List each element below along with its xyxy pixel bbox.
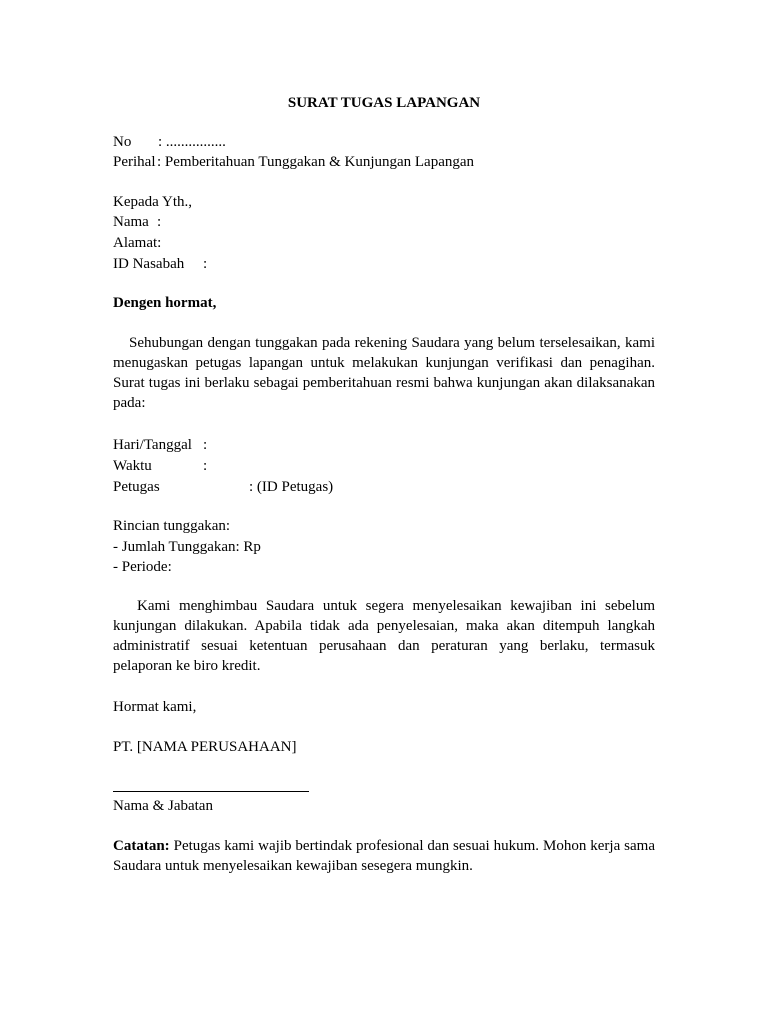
petugas-value: : (ID Petugas) [249, 479, 334, 495]
company-name: PT. [NAMA PERUSAHAAN] [113, 739, 297, 755]
arrears-period: - Periode: [113, 559, 172, 575]
hari-tanggal-colon: : [203, 437, 208, 453]
note-label: Catatan: [113, 838, 170, 854]
no-value: : ................ [158, 134, 226, 150]
waktu-label: Waktu [113, 458, 152, 474]
nama-colon: : [157, 214, 162, 230]
letter-title: SURAT TUGAS LAPANGAN [287, 95, 481, 111]
arrears-heading: Rincian tunggakan: [113, 518, 231, 534]
petugas-label: Petugas [113, 479, 160, 495]
closing: Hormat kami, [113, 699, 197, 715]
waktu-colon: : [203, 458, 208, 474]
alamat-label: Alamat: [113, 235, 162, 251]
signature-line [113, 791, 309, 792]
body-paragraph-2: Kami menghimbau Saudara untuk segera menyelesaikan kewajiban ini sebelum kunjungan dilakukan. Apabila tidak ada penyelesaian, maka akan ditempuh langkah administratif sesuai ketentuan perusahaan dan peraturan yang berlaku, termasuk pelaporan ke biro kredit. [113, 598, 655, 674]
salutation: Dengen hormat, [113, 295, 217, 311]
perihal-label: Perihal [113, 154, 156, 170]
signature-caption: Nama & Jabatan [113, 798, 213, 814]
note-text: Petugas kami wajib bertindak profesional dan sesuai hukum. Mohon kerja sama Saudara untuk menyelesaikan kewajiban sesegera mungkin. [113, 838, 656, 874]
recipient-greeting: Kepada Yth., [113, 194, 192, 210]
hari-tanggal-label: Hari/Tanggal [113, 437, 192, 453]
note-paragraph [113, 836, 655, 876]
arrears-amount: - Jumlah Tunggakan: Rp [113, 539, 261, 555]
no-label: No [113, 134, 132, 150]
body-paragraph-1: Sehubungan dengan tunggakan pada rekening Saudara yang belum terselesaikan, kami menugaskan petugas lapangan untuk melakukan kunjungan verifikasi dan penagihan. Surat tugas ini berlaku sebagai pemberitahuan resmi bahwa kunjungan akan dilaksanakan pada: [113, 335, 655, 411]
perihal-value: : Pemberitahuan Tunggakan & Kunjungan Lapangan [157, 154, 475, 170]
id-nasabah-colon: : [203, 256, 208, 272]
nama-label: Nama [113, 214, 149, 230]
id-nasabah-label: ID Nasabah [113, 256, 185, 272]
